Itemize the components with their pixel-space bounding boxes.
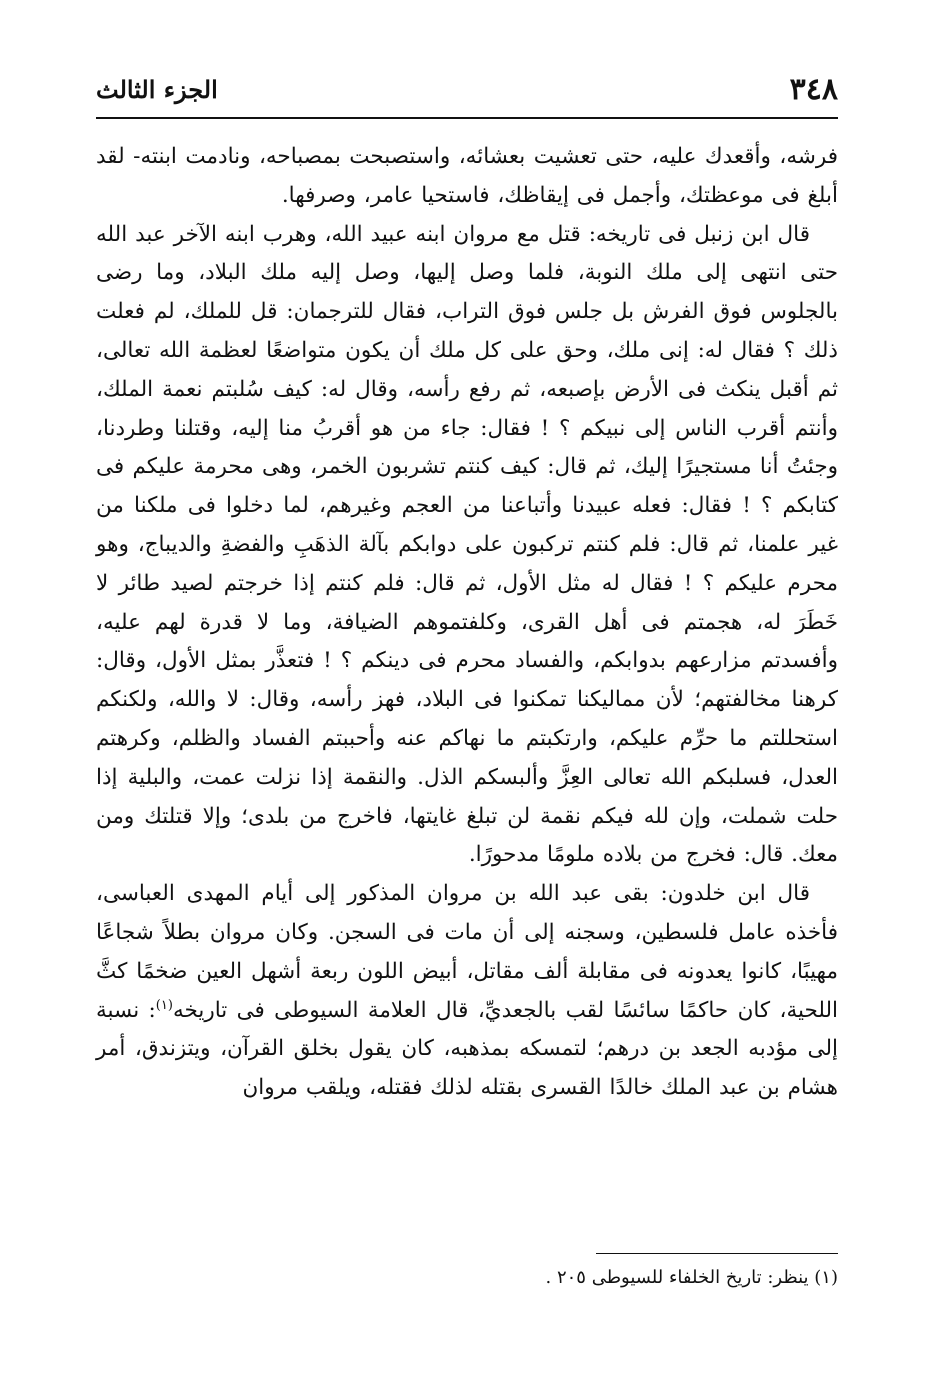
footnote-reference[interactable]: (١) (155, 997, 173, 1013)
header-rule (96, 117, 838, 119)
paragraph-1: فرشه، وأقعدك عليه، حتى تعشيت بعشائه، واستصبحت بمصباحه، ونادمت ابنته- لقد أبلغ فى موعظتك، وأجمل فى إيقاظك، فاستحيا عامر، وصرفها. (96, 144, 838, 208)
page-number: ٣٤٨ (789, 72, 838, 107)
footnote: (١) ينظر: تاريخ الخلفاء للسيوطى ٢٠٥ . (545, 1267, 838, 1288)
paragraph-2: قال ابن زنبل فى تاريخه: قتل مع مروان ابنه عبيد الله، وهرب ابنه الآخر عبد الله حتى انتهى إلى ملك النوبة، فلما وصل إليها، وصل إليه ملك البلاد، وما رضى بالجلوس فوق الفرش بل جلس فوق التراب، فقال للترجمان: قل للملك، لم فعلت ذلك ؟ فقال له: إنى ملك، وحق على كل ملك أن يكون متواضعًا لعظمة الله تعالى، ثم أقبل ينكث فى الأرض بإصبعه، ثم رفع رأسه، وقال له: كيف سُلبتم نعمة الملك، وأنتم أقرب الناس إلى نبيكم ؟ ! فقال: جاء من هو أقربُ منا إليه، وقتلنا وطردنا، وجئتُ أنا مستجيرًا إليك، ثم قال: كيف كنتم تشربون الخمر، وهى محرمة عليكم فى كتابكم ؟ ! فقال: فعله عبيدنا وأتباعنا من العجم وغيرهم، لما دخلوا فى ملكنا من غير علمنا، ثم قال: فلم كنتم تركبون على دوابكم بآلة الذهَبِ والفضةِ والديباج، وهو محرم عليكم ؟ ! فقال له مثل الأول، ثم قال: فلم كنتم إذا خرجتم لصيد طائر لا خَطَرَ له، هجمتم فى أهل القرى، وكلفتموهم الضيافة، وما لا قدرة لهم عليه، وأفسدتم مزارعهم بدوابكم، والفساد محرم فى دينكم ؟ ! فتعذَّر بمثل الأول، وقال: كرهنا مخالفتهم؛ لأن مماليكنا تمكنوا فى البلاد، فهز رأسه، وقال: لا والله، ولكنكم استحللتم ما حرِّم عليكم، وارتكبتم ما نهاكم عنه وأحببتم الفساد والظلم، وكرهتم العدل، فسلبكم الله تعالى العِزَّ وألبسكم الذل. والنقمة إذا نزلت عمت، والبلية إذا حلت شملت، وإن لله فيكم نقمة لن تبلغ غايتها، فاخرج من بلدى؛ وإلا قتلتك ومن معك. قال: فخرج من بلاده ملومًا مدحورًا. (96, 221, 838, 868)
paragraph-3 (96, 875, 838, 1108)
body-text (96, 138, 838, 1108)
page-header (96, 70, 838, 114)
footnote-rule (596, 1253, 838, 1254)
paragraph-3-part-1: قال ابن خلدون: بقى عبد الله بن مروان المذكور إلى أيام المهدى العباسى، فأخذه عامل فلسطين، وسجنه إلى أن مات فى السجن. وكان مروان بطلاً شجاعًا مهيبًا، كانوا يعدونه فى مقابلة ألف مقاتل، أبيض اللون ربعة أشهل العين ضخمًا كثَّ اللحية، كان حاكمًا سائسًا لقب بالجعديِّ، قال العلامة السيوطى فى تاريخه (96, 881, 838, 1023)
running-head: الجزء الثالث (96, 75, 218, 104)
paragraph-3-part-2: : نسبة إلى مؤدبه الجعد بن درهم؛ لتمسكه بمذهبه، كان يقول بخلق القرآن، ويتزندق، أمر هشام بن عبد الملك خالدًا القسرى بقتله لذلك فقتله، ويلقب مروان (96, 997, 838, 1101)
